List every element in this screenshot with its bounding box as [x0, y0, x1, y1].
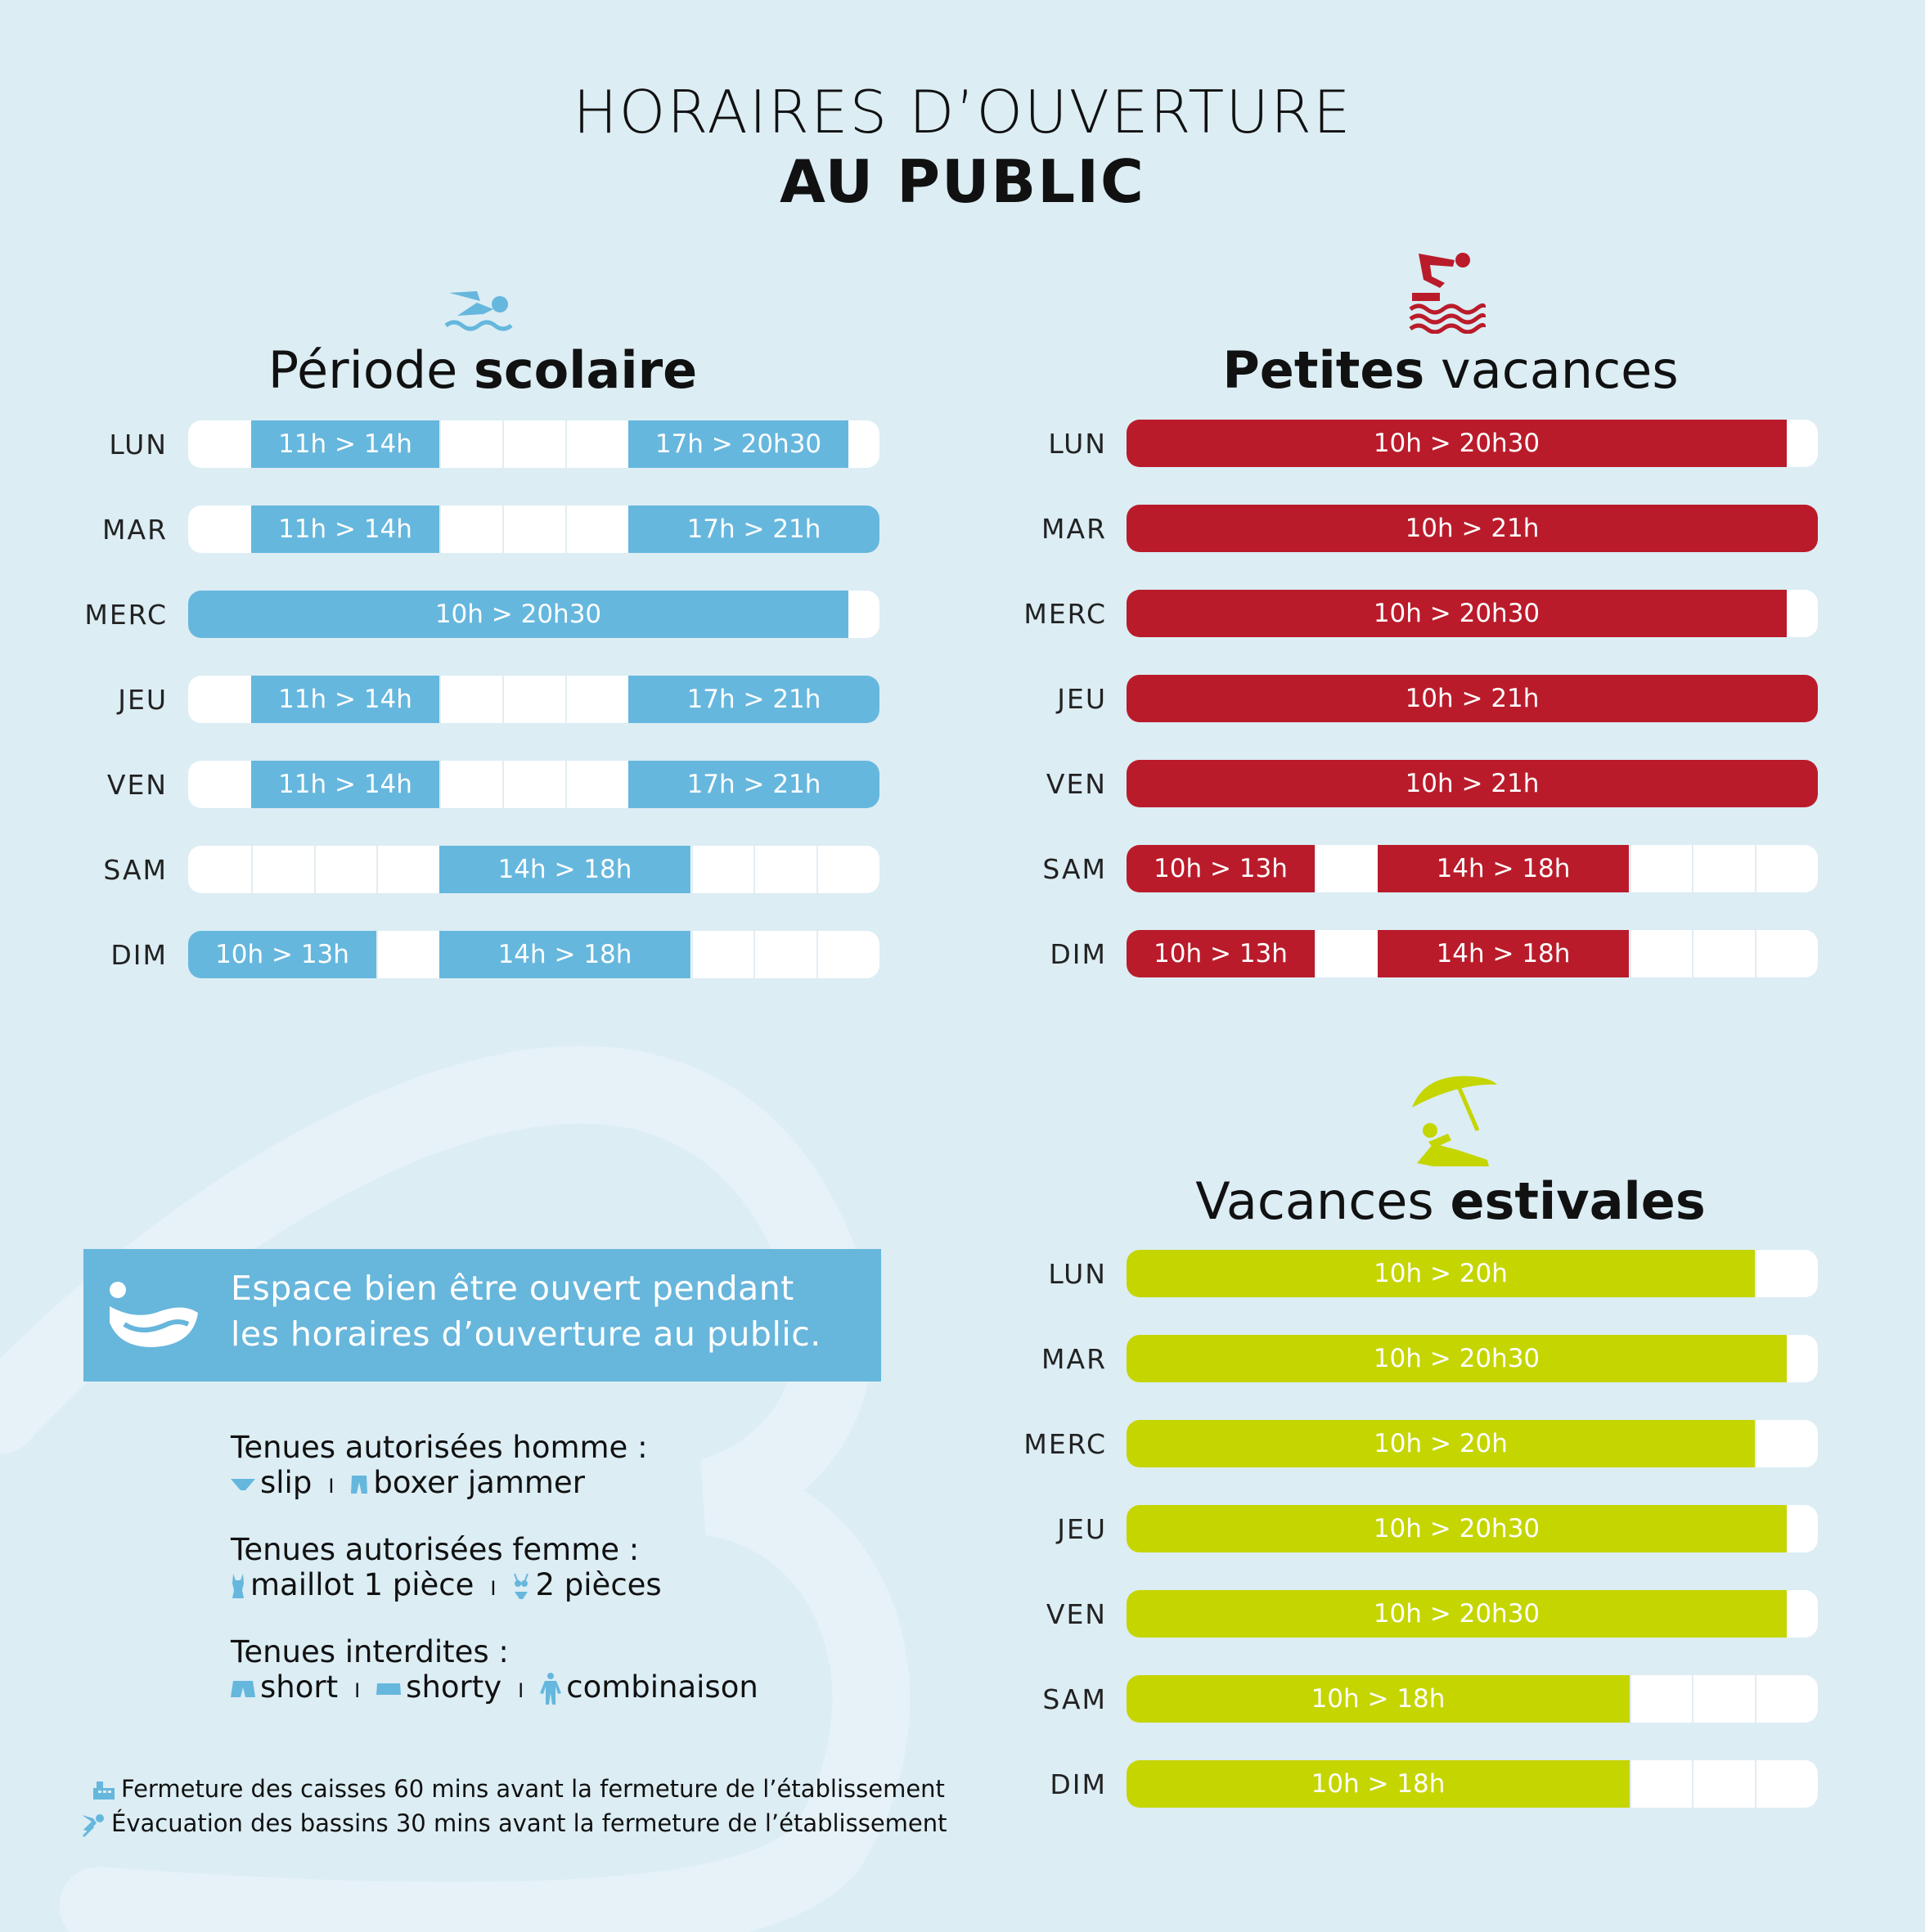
outfit-boxer-jammer: boxer jammer: [373, 1465, 585, 1500]
separator: I: [354, 1679, 361, 1702]
time-slot: 10h > 20h30: [188, 591, 848, 638]
schedule-row-mar: [1127, 505, 1818, 552]
schedule-row-dim: [1127, 1760, 1818, 1808]
schedule-row-mar: [1127, 1335, 1818, 1382]
hour-gridline: [376, 931, 378, 978]
hour-gridline: [439, 505, 441, 553]
time-slot: 10h > 13h: [188, 931, 376, 978]
time-slot: 17h > 21h: [628, 761, 879, 808]
bikini-icon: [512, 1574, 530, 1600]
day-label-ven: VEN: [1046, 1598, 1107, 1630]
footer-note-caisses: [92, 1775, 945, 1803]
day-label-merc: MERC: [84, 599, 168, 631]
scolaire-title: Période scolaire: [268, 340, 698, 400]
day-label-dim: DIM: [1050, 938, 1107, 970]
hour-gridline: [1692, 1675, 1693, 1723]
time-slot: 11h > 14h: [251, 505, 439, 553]
time-slot: 11h > 14h: [251, 761, 439, 808]
outfit-combinaison: combinaison: [566, 1669, 758, 1705]
beach-umbrella-icon: [1409, 1073, 1499, 1171]
schedule-row-dim: [1127, 930, 1818, 977]
hour-gridline: [565, 761, 567, 808]
hour-gridline: [1692, 930, 1693, 977]
time-slot: 14h > 18h: [1378, 845, 1629, 892]
wellness-line1: Espace bien être ouvert pendant: [231, 1269, 794, 1308]
schedule-row-lun: [1127, 1250, 1818, 1297]
outfits-interdites: [231, 1634, 758, 1709]
time-slot: 14h > 18h: [439, 846, 690, 893]
wellness-icon: [103, 1278, 201, 1352]
time-slot: 17h > 21h: [628, 676, 879, 723]
hour-gridline: [1755, 930, 1756, 977]
page-title-line2: AU PUBLIC: [780, 147, 1145, 216]
hour-gridline: [1630, 845, 1631, 892]
time-slot: 10h > 20h30: [1127, 1505, 1787, 1552]
hour-gridline: [691, 931, 693, 978]
day-label-sam: SAM: [1042, 1683, 1107, 1715]
outfit-maillot-1-piece: maillot 1 pièce: [250, 1567, 475, 1602]
hour-gridline: [1755, 1420, 1756, 1467]
outfit-shorty: shorty: [406, 1669, 502, 1705]
time-slot: 11h > 14h: [251, 676, 439, 723]
schedule-row-jeu: [1127, 1505, 1818, 1552]
separator: I: [518, 1679, 524, 1702]
schedule-row-lun: [1127, 420, 1818, 467]
day-label-ven: VEN: [1046, 768, 1107, 800]
schedule-row-sam: [188, 846, 879, 893]
short-icon: [231, 1679, 255, 1699]
separator: I: [490, 1577, 497, 1600]
schedule-row-jeu: [1127, 675, 1818, 722]
schedule-row-ven: [1127, 760, 1818, 807]
time-slot: 10h > 20h30: [1127, 420, 1787, 467]
hour-gridline: [251, 846, 253, 893]
day-label-sam: SAM: [1042, 853, 1107, 885]
outfits-homme: [231, 1430, 648, 1504]
day-label-jeu: JEU: [1057, 683, 1107, 715]
hour-gridline: [439, 676, 441, 723]
day-label-lun: LUN: [1048, 428, 1107, 460]
shorty-icon: [376, 1682, 401, 1696]
time-slot: 17h > 20h30: [628, 420, 848, 468]
wellness-text: [231, 1265, 821, 1357]
hour-gridline: [691, 846, 693, 893]
time-slot: 11h > 14h: [251, 420, 439, 468]
outfit-slip: slip: [260, 1465, 313, 1500]
day-label-mar: MAR: [1041, 1343, 1107, 1375]
hour-gridline: [314, 846, 316, 893]
hour-gridline: [565, 420, 567, 468]
slip-icon: [231, 1477, 255, 1492]
footer-line1: Fermeture des caisses 60 mins avant la fermeture de l’établissement: [121, 1775, 945, 1803]
schedule-row-merc: [1127, 1420, 1818, 1467]
wellness-info-box: [83, 1249, 881, 1382]
hour-gridline: [1630, 1675, 1631, 1723]
schedule-row-dim: [188, 931, 879, 978]
time-slot: 10h > 20h30: [1127, 1590, 1787, 1638]
estivales-title: Vacances estivales: [1195, 1171, 1706, 1231]
time-slot: 17h > 21h: [628, 505, 879, 553]
hour-gridline: [1755, 1760, 1756, 1808]
hour-gridline: [753, 846, 755, 893]
hour-gridline: [439, 761, 441, 808]
hour-gridline: [1755, 1250, 1756, 1297]
hour-gridline: [502, 505, 504, 553]
hour-gridline: [1692, 845, 1693, 892]
hour-gridline: [439, 420, 441, 468]
schedule-row-sam: [1127, 845, 1818, 892]
schedule-row-merc: [188, 591, 879, 638]
hour-gridline: [753, 931, 755, 978]
time-slot: 10h > 20h: [1127, 1420, 1755, 1467]
separator: I: [328, 1475, 335, 1498]
hour-gridline: [502, 420, 504, 468]
time-slot: 10h > 13h: [1127, 845, 1315, 892]
time-slot: 14h > 18h: [1378, 930, 1629, 977]
hour-gridline: [1692, 1760, 1693, 1808]
hour-gridline: [565, 676, 567, 723]
time-slot: 14h > 18h: [439, 931, 690, 978]
schedule-row-ven: [1127, 1590, 1818, 1638]
wetsuit-icon: [540, 1672, 561, 1706]
schedule-row-jeu: [188, 676, 879, 723]
hour-gridline: [1630, 1760, 1631, 1808]
hour-gridline: [502, 676, 504, 723]
day-label-sam: SAM: [103, 854, 168, 886]
footer-note-evacuation: [80, 1809, 947, 1838]
hour-gridline: [502, 761, 504, 808]
schedule-row-lun: [188, 420, 879, 468]
day-label-jeu: JEU: [118, 684, 168, 716]
hour-gridline: [565, 505, 567, 553]
day-label-jeu: JEU: [1057, 1513, 1107, 1545]
time-slot: 10h > 20h30: [1127, 590, 1787, 637]
day-label-merc: MERC: [1023, 598, 1107, 630]
one-piece-swimsuit-icon: [231, 1574, 245, 1600]
time-slot: 10h > 13h: [1127, 930, 1315, 977]
day-label-lun: LUN: [109, 429, 168, 461]
hour-gridline: [376, 846, 378, 893]
day-label-dim: DIM: [110, 939, 168, 971]
schedule-row-sam: [1127, 1675, 1818, 1723]
time-slot: 10h > 21h: [1127, 675, 1818, 722]
page-title-line1: HORAIRES D’OUVERTURE: [573, 78, 1352, 146]
petites-vacances-title: Petites vacances: [1222, 340, 1679, 400]
hour-gridline: [816, 846, 818, 893]
hour-gridline: [1315, 930, 1316, 977]
outfits-femme: [231, 1532, 662, 1606]
time-slot: 10h > 20h: [1127, 1250, 1755, 1297]
outfits-interdites-title: Tenues interdites :: [231, 1634, 509, 1669]
time-slot: 10h > 18h: [1127, 1675, 1630, 1723]
day-label-dim: DIM: [1050, 1768, 1107, 1800]
day-label-lun: LUN: [1048, 1258, 1107, 1290]
day-label-mar: MAR: [1041, 513, 1107, 545]
schedule-row-merc: [1127, 590, 1818, 637]
outfits-homme-title: Tenues autorisées homme :: [231, 1430, 648, 1465]
hour-gridline: [1315, 845, 1316, 892]
time-slot: 10h > 18h: [1127, 1760, 1630, 1808]
footer-line2: Évacuation des bassins 30 mins avant la fermeture de l’établissement: [111, 1809, 947, 1837]
boxer-jammer-icon: [350, 1474, 368, 1495]
time-slot: 10h > 20h30: [1127, 1335, 1787, 1382]
wellness-line2: les horaires d’ouverture au public.: [231, 1314, 821, 1354]
hour-gridline: [1755, 845, 1756, 892]
hour-gridline: [816, 931, 818, 978]
time-slot: 10h > 21h: [1127, 760, 1818, 807]
cash-register-icon: [92, 1780, 116, 1801]
hour-gridline: [1630, 930, 1631, 977]
day-label-ven: VEN: [106, 769, 168, 801]
day-label-merc: MERC: [1023, 1428, 1107, 1460]
hour-gridline: [1755, 1675, 1756, 1723]
outfits-femme-title: Tenues autorisées femme :: [231, 1532, 640, 1567]
time-slot: 10h > 21h: [1127, 505, 1818, 552]
outfit-2-pieces: 2 pièces: [535, 1567, 662, 1602]
day-label-mar: MAR: [102, 514, 168, 546]
schedule-row-mar: [188, 505, 879, 553]
swimmer-icon: [444, 285, 515, 335]
outfit-short: short: [260, 1669, 339, 1705]
evacuation-swimmer-icon: [80, 1812, 106, 1838]
diver-icon: [1407, 244, 1486, 334]
schedule-row-ven: [188, 761, 879, 808]
